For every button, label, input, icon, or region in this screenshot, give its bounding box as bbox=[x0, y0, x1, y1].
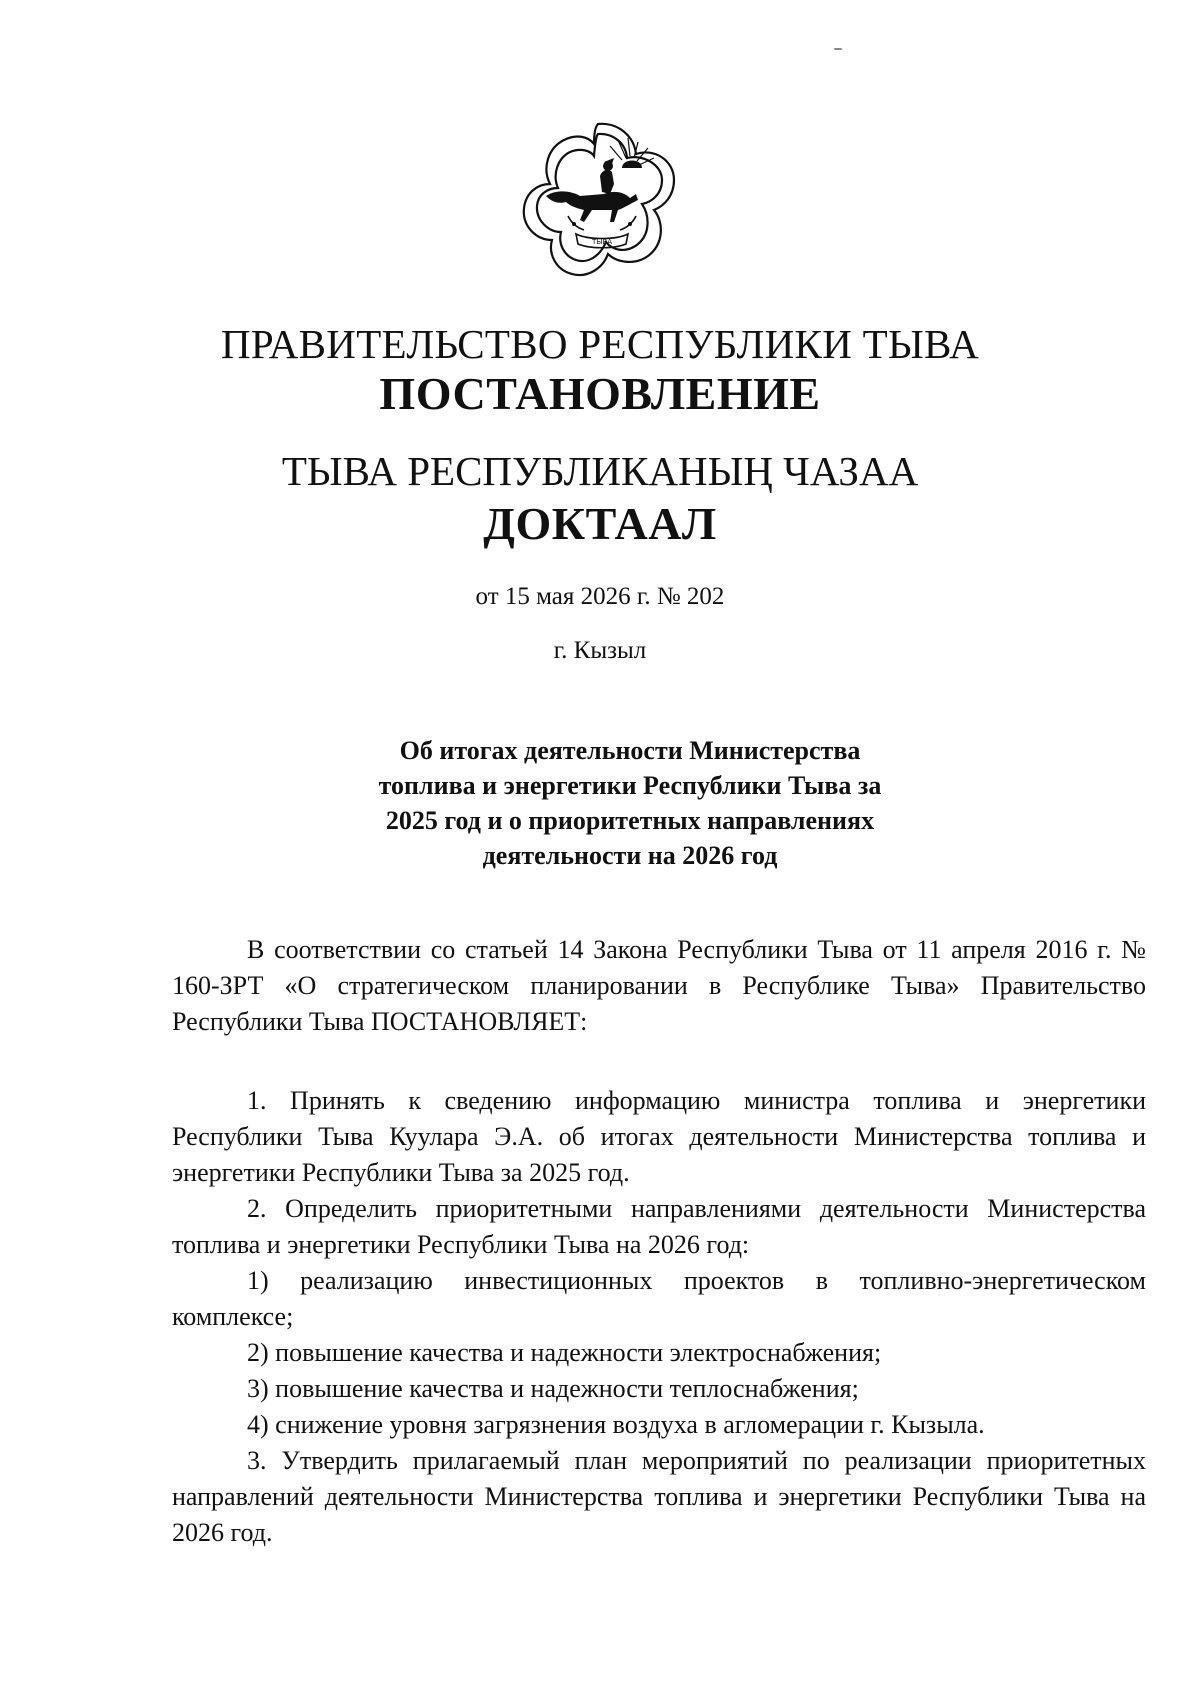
title-line: топлива и энергетики Республики Тыва за bbox=[378, 771, 882, 800]
document-title bbox=[340, 733, 920, 873]
government-title-tyv: ТЫВА РЕСПУБЛИКАНЫҢ ЧАЗАА bbox=[281, 448, 919, 494]
government-title-ru: ПРАВИТЕЛЬСТВО РЕСПУБЛИКИ ТЫВА bbox=[220, 321, 980, 367]
title-line: 2025 год и о приоритетных направлениях bbox=[385, 806, 875, 835]
preamble-paragraph: В соответствии со статьей 14 Закона Республики Тыва от 11 апреля 2016 г. № 160-ЗРТ «О стратегическом планировании в Республике Тыва» Правительство Республики Тыва ПОСТАНОВЛЯЕТ: bbox=[172, 935, 1146, 1036]
body-paragraph-1: 1. Принять к сведению информацию министра топлива и энергетики Республики Тыва Куулара Э.А. об итогах деятельности Министерства топлива и энергетики Республики Тыва за 2025 год. bbox=[172, 1086, 1146, 1187]
title-line: деятельности на 2026 год bbox=[482, 841, 778, 870]
priority-item-4: 4) снижение уровня загрязнения воздуха в агломерации г. Кызыла. bbox=[247, 1410, 985, 1439]
priority-item-3: 3) повышение качества и надежности теплоснабжения; bbox=[247, 1374, 859, 1403]
decree-type-ru: ПОСТАНОВЛЕНИЕ bbox=[379, 368, 821, 419]
emblem-ribbon-text: ТЫВА bbox=[591, 238, 613, 246]
body-paragraph-2: 2. Определить приоритетными направлениями деятельности Министерства топлива и энергетики Республики Тыва на 2026 год: bbox=[172, 1194, 1146, 1259]
scan-speck bbox=[834, 48, 842, 50]
decree-date-number: от 15 мая 2026 г. № 202 bbox=[475, 583, 725, 610]
priority-item-2: 2) повышение качества и надежности электроснабжения; bbox=[247, 1338, 882, 1367]
preamble bbox=[172, 932, 1146, 1040]
decree-body bbox=[172, 1083, 1146, 1551]
decree-city: г. Кызыл bbox=[553, 637, 647, 664]
decree-type-tyv: ДОКТААЛ bbox=[483, 498, 717, 549]
body-paragraph-3: 3. Утвердить прилагаемый план мероприятий по реализации приоритетных направлений деятельности Министерства топлива и энергетики Республики Тыва на 2026 год. bbox=[172, 1446, 1146, 1547]
title-line: Об итогах деятельности Министерства bbox=[399, 736, 861, 765]
priority-item-1: 1) реализацию инвестиционных проектов в топливно-энергетическом комплексе; bbox=[172, 1266, 1146, 1331]
tuva-emblem-icon bbox=[518, 118, 678, 283]
